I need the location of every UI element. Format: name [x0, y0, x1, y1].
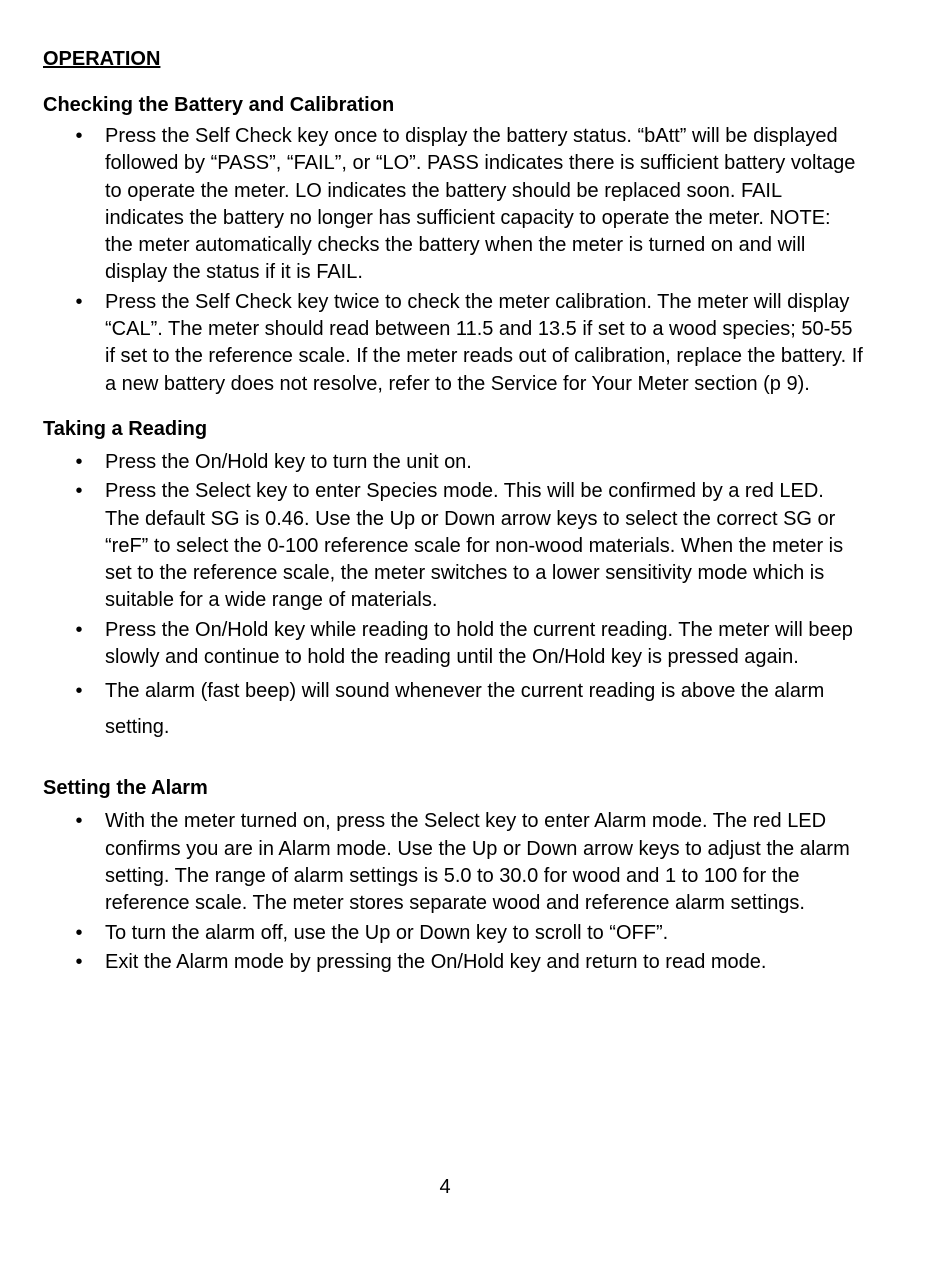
document-page — [43, 44, 863, 978]
section-heading: Setting the Alarm — [43, 777, 208, 800]
bullet-icon: • — [75, 618, 83, 641]
list-item-text: To turn the alarm off, use the Up or Down key to scroll to “OFF”. — [105, 921, 669, 944]
bullet-icon: • — [75, 290, 83, 313]
bullet-icon: • — [75, 921, 83, 944]
list-item — [43, 949, 863, 976]
list-item-text: Press the On/Hold key while reading to hold the current reading. The meter will beep slowly and continue to hold the reading until the On/Hold key is pressed again. — [105, 618, 853, 669]
page-number: 4 — [439, 1176, 451, 1198]
list-item-text: With the meter turned on, press the Select key to enter Alarm mode. The red LED confirms you are in Alarm mode. Use the Up or Down arrow keys to adjust the alarm setting. The range of alarm settings is 5.0 to 30.0 for wood and 1 to 100 for the reference scale. The meter stores separate wood and reference alarm settings. — [105, 810, 850, 915]
list-item — [43, 920, 863, 947]
section-heading: Checking the Battery and Calibration — [43, 94, 395, 116]
section-setting-alarm — [43, 775, 863, 976]
list-item — [43, 449, 863, 476]
list-item — [43, 673, 863, 745]
list-item — [43, 123, 863, 287]
list-item-text: Press the Self Check key once to display the battery status. “bAtt” will be displayed followed by “PASS”, “FAIL”, or “LO”. PASS indicates there is sufficient battery voltage to operate the meter. LO indicates the battery should be replaced soon. FAIL indicates the battery no longer has sufficient capacity to operate the meter. NOTE: the meter automatically checks the battery when the meter is turned on and will display the status if it is FAIL. — [105, 125, 856, 284]
list-item-text: Press the On/Hold key to turn the unit on. — [105, 450, 472, 473]
list-item-text: Press the Self Check key twice to check the meter calibration. The meter will display “CAL”. The meter should read between 11.5 and 13.5 if set to a wood species; 50-55 if set to the reference scale. If the meter reads out of calibration, replace the battery. If a new battery does not resolve, refer to the Service for Your Meter section (p 9). — [105, 290, 863, 395]
page-title: OPERATION — [43, 48, 161, 70]
section-heading: Taking a Reading — [43, 417, 208, 440]
section-battery-calibration — [43, 92, 863, 398]
list-item — [43, 478, 863, 614]
list-item — [43, 289, 863, 398]
section-taking-reading — [43, 416, 863, 745]
bullet-icon: • — [75, 125, 83, 147]
bullet-list — [43, 808, 863, 976]
bullet-icon: • — [75, 450, 83, 473]
bullet-icon: • — [75, 950, 83, 973]
bullet-list — [43, 123, 863, 398]
list-item — [43, 808, 863, 917]
bullet-icon: • — [75, 810, 83, 833]
list-item-text: The alarm (fast beep) will sound whenever the current reading is above the alarm setting. — [105, 680, 825, 739]
list-item-text: Press the Select key to enter Species mode. This will be confirmed by a red LED. The default SG is 0.46. Use the Up or Down arrow keys to select the correct SG or “reF” to select the 0-100 reference scale for non-wood materials. When the meter is set to the reference scale, the meter switches to a lower sensitivity mode which is suitable for a wide range of materials. — [105, 480, 844, 612]
bullet-list — [43, 449, 863, 745]
list-item — [43, 617, 863, 672]
bullet-icon: • — [75, 680, 83, 703]
list-item-text: Exit the Alarm mode by pressing the On/Hold key and return to read mode. — [105, 950, 767, 973]
bullet-icon: • — [75, 480, 83, 503]
